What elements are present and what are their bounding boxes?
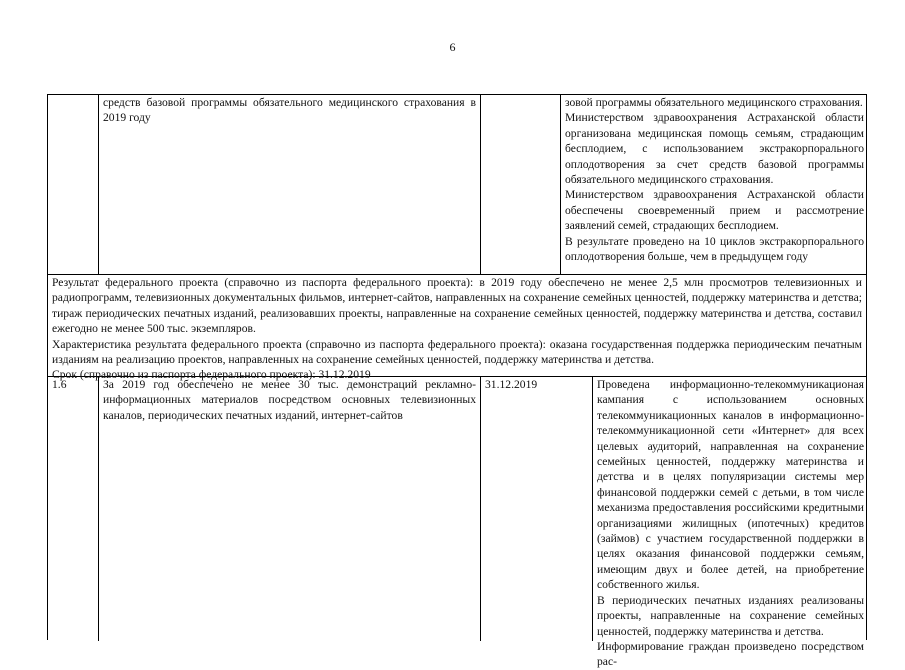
result-paragraph: Министерством здравоохранения Астраханской области организована медицинская помощь семьям, страдающим бесплодием, с использованием экстракорпорального оплодотворения за счет средств базовой программы обязательного медицинского страхования. [565, 111, 864, 187]
row-number-cell [48, 95, 98, 274]
federal-project-section [48, 275, 866, 382]
task-description: средств базовой программы обязательного медицинского страхования в 2019 году [103, 96, 476, 125]
federal-project-result: Результат федерального проекта (справочно из паспорта федерального проекта): в 2019 году обеспечено не менее 2,5 млн просмотров телевизионных и радиопрограмм, телевизионных документальных фильмов, интернет-сайтов, направленных на сохранение семейных ценностей, поддержку материнства и детства; тираж периодических печатных изданий, реализовавших проекты, направленные на сохранение семейных ценностей, поддержку материнства и детства, составил ежегодно не менее 500 тыс. экземпляров. [52, 276, 862, 336]
task-description-cell [98, 377, 480, 641]
result-cell [592, 377, 868, 669]
row-number-cell [48, 377, 98, 641]
table-row [48, 377, 866, 669]
result-paragraph: зовой программы обязательного медицинского страхования. [565, 96, 863, 109]
task-description-cell [98, 95, 480, 274]
date-cell [480, 95, 560, 274]
result-paragraph: Министерством здравоохранения Астраханской области обеспечены своевременный прием и рассмотрение заявлений семей, страдающих бесплодием. [565, 188, 864, 233]
deadline-date: 31.12.2019 [485, 378, 538, 391]
table-row [48, 95, 866, 275]
result-paragraph: Проведена информационно-телекоммуникационая кампания с использованием основных телекоммуникационных каналов в информационно-телекоммуникационной сети «Интернет» для всех целевых аудиторий, направленная на сохранение семейных ценностей, поддержку материнства и детства и в целях популяризации системы мер финансовой поддержки семей с детьми, в том числе механизма предоставления российскими кредитными организациями жилищных (ипотечных) кредитов (займов) с участием государственной поддержки в целях оказания финансовой поддержки семьям, имеющим двух и более детей, на приобретение собственного жилья. [597, 378, 864, 592]
result-cell [560, 95, 868, 274]
row-number: 1.6 [52, 378, 67, 391]
result-paragraph: В периодических печатных изданиях реализованы проекты, направленные на сохранение семейных ценностей, поддержку материнства и детства. [597, 593, 864, 638]
federal-project-characteristic: Характеристика результата федерального проекта (справочно из паспорта федерального проекта): оказана государственная поддержка периодическим печатным изданиям на реализацию проектов, направленных на сохранение семейных ценностей, поддержку материнства и детства. [52, 337, 862, 367]
federal-project-deadline: Срок (справочно из паспорта федерального проекта): 31.12.2019 [52, 368, 371, 382]
report-table [47, 94, 867, 669]
page-number: 6 [449, 40, 456, 54]
task-description: За 2019 год обеспечено не менее 30 тыс. демонстраций рекламно-информационных материалов посредством основных телевизионных каналов, периодических печатных изданий, интернет-сайтов [103, 378, 476, 422]
result-paragraph: В результате проведено на 10 циклов экстракорпорального оплодотворения больше, чем в предыдущем году [565, 234, 864, 264]
date-cell [480, 377, 592, 641]
result-paragraph: Информирование граждан произведено посредством рас- [597, 639, 864, 669]
